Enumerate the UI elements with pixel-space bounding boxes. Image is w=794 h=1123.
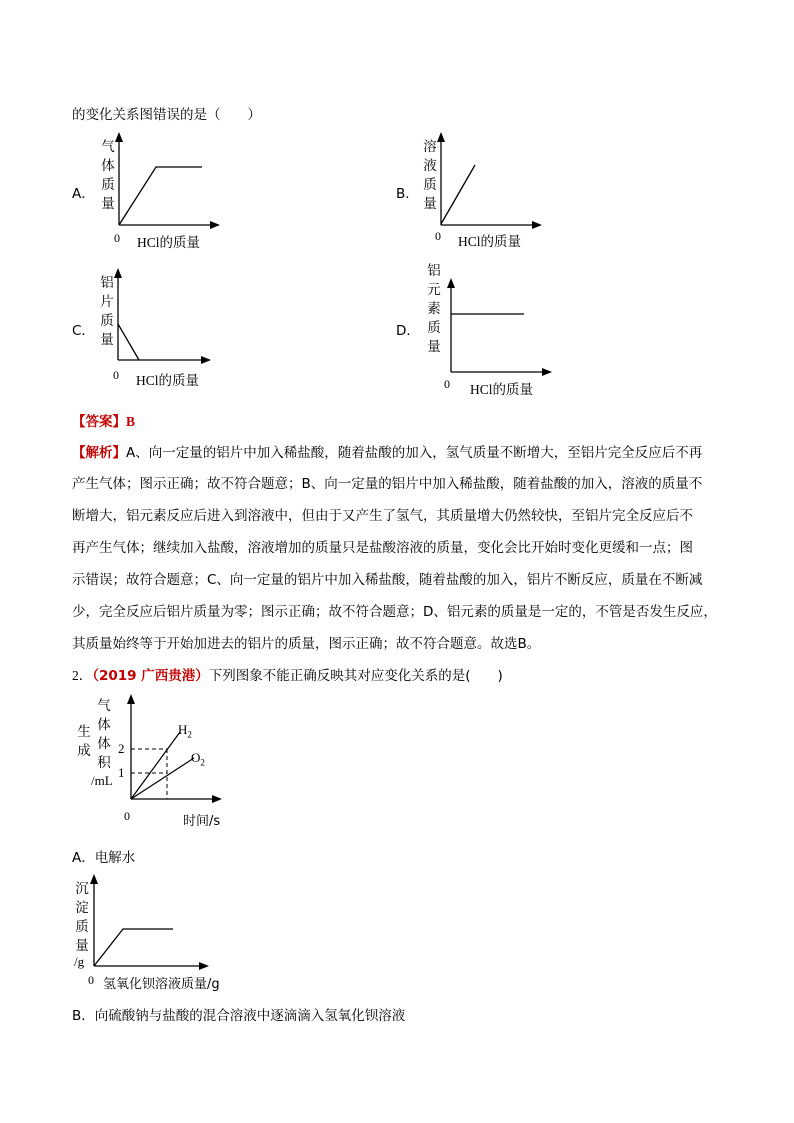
option-a-zero: 0 bbox=[114, 231, 120, 245]
q2-source: （2019 广西贵港） bbox=[92, 668, 209, 684]
analysis-line-6: 少，完全反应后铝片质量为零；图示正确；故不符合题意；D、铝元素的质量是一定的，不管是否发生反应， bbox=[72, 604, 717, 620]
option-c-curve bbox=[118, 324, 139, 360]
y-axis-arrow bbox=[90, 874, 98, 884]
option-d-graph bbox=[450, 284, 560, 374]
option-a-letter: A． bbox=[72, 186, 95, 202]
o2-label: $O_2$ bbox=[191, 750, 205, 768]
graph-a-ylabel-left: 生 成 bbox=[77, 724, 91, 759]
option-c-xlabel: HCl的质量 bbox=[136, 373, 200, 389]
y-axis-arrow bbox=[437, 132, 445, 142]
x-axis-arrow bbox=[210, 221, 220, 229]
tick-1: 1 bbox=[118, 765, 125, 780]
y-axis-arrow bbox=[114, 268, 122, 278]
option-c-ylabel: 铝 片 质 量 bbox=[100, 275, 114, 348]
analysis-line-2: 产生气体；图示正确；故不符合题意；B、向一定量的铝片中加入稀盐酸，随着盐酸的加入，溶液的质量不 bbox=[72, 476, 703, 492]
h2-label: $H_2$ bbox=[178, 722, 192, 740]
o2-line bbox=[131, 758, 194, 799]
graph-b-unit: /g bbox=[74, 954, 85, 969]
option-d-zero: 0 bbox=[444, 377, 450, 391]
option-c-letter: C． bbox=[72, 323, 95, 339]
x-axis-arrow bbox=[532, 221, 542, 229]
option-b-xlabel: HCl的质量 bbox=[458, 234, 522, 250]
y-axis-arrow bbox=[127, 694, 135, 704]
graph-b-plot bbox=[93, 880, 223, 970]
x-axis-arrow bbox=[542, 368, 552, 376]
x-axis-arrow bbox=[201, 356, 211, 364]
answer-line bbox=[72, 410, 135, 430]
option-d-ylabel: 铝 元 素 质 量 bbox=[427, 263, 441, 355]
q1-stem-tail: 的变化关系图错误的是（ ） bbox=[72, 107, 261, 123]
q2-stem: 2．（2019 广西贵港）下列图象不能正确反映其对应变化关系的是( ) bbox=[72, 668, 503, 684]
graph-a-ylabel-right: 气 体 体 积 bbox=[97, 698, 111, 771]
q2-option-a: A．电解水 bbox=[72, 850, 136, 866]
option-a-ylabel: 气 体 质 量 bbox=[101, 139, 115, 212]
option-a-curve bbox=[119, 167, 202, 225]
option-b-letter: B． bbox=[396, 186, 419, 202]
analysis-line-4: 再产生气体；继续加入盐酸，溶液增加的质量只是盐酸溶液的质量，变化会比开始时变化更缓和一点；图 bbox=[72, 540, 693, 556]
graph-a-unit: /mL bbox=[91, 773, 113, 788]
graph-a-zero: 0 bbox=[124, 809, 130, 823]
tick-2: 2 bbox=[118, 741, 125, 756]
h2-line bbox=[131, 732, 180, 799]
option-b-ylabel: 溶 液 质 量 bbox=[423, 139, 437, 212]
graph-b-curve bbox=[94, 929, 173, 966]
option-b-graph bbox=[440, 138, 550, 228]
q2-option-b: B．向硫酸钠与盐酸的混合溶液中逐滴滴入氢氧化钡溶液 bbox=[72, 1008, 406, 1024]
analysis-line-7: 其质量始终等于开始加进去的铝片的质量，图示正确；故不符合题意。故选B。 bbox=[72, 636, 541, 652]
x-axis-arrow bbox=[199, 962, 209, 970]
analysis-line-1: 【解析】A、向一定量的铝片中加入稀盐酸，随着盐酸的加入，氢气质量不断增大，至铝片完全反应后不再 bbox=[72, 445, 703, 461]
option-d-letter: D． bbox=[396, 323, 420, 339]
y-axis-arrow bbox=[447, 278, 455, 288]
y-axis-arrow bbox=[115, 132, 123, 142]
option-b-curve bbox=[441, 165, 475, 224]
analysis-line-5: 示错误；故符合题意；C、向一定量的铝片中加入稀盐酸，随着盐酸的加入，铝片不断反应，质量在不断减 bbox=[72, 572, 703, 588]
graph-a-xlabel: 时间/s bbox=[183, 814, 221, 829]
answer-value: B bbox=[126, 414, 136, 429]
option-c-graph bbox=[117, 274, 227, 364]
analysis-line-3: 断增大，铝元素反应后进入到溶液中，但由于又产生了氢气，其质量增大仍然较快，至铝片完全反应后不 bbox=[72, 508, 693, 524]
analysis-tag: 【解析】 bbox=[72, 445, 126, 461]
option-a-xlabel: HCl的质量 bbox=[137, 235, 201, 251]
option-a-graph bbox=[118, 138, 228, 228]
option-c-zero: 0 bbox=[113, 368, 119, 382]
graph-a-plot bbox=[130, 700, 250, 800]
answer-tag: 【答案】 bbox=[72, 414, 126, 430]
graph-b-xlabel: 氢氧化钡溶液质量/g bbox=[103, 977, 220, 992]
graph-b-zero: 0 bbox=[88, 973, 94, 987]
option-d-xlabel: HCl的质量 bbox=[470, 382, 534, 398]
option-b-zero: 0 bbox=[435, 229, 441, 243]
x-axis-arrow bbox=[212, 795, 222, 803]
graph-b-ylabel: 沉 淀 质 量 bbox=[75, 881, 89, 954]
